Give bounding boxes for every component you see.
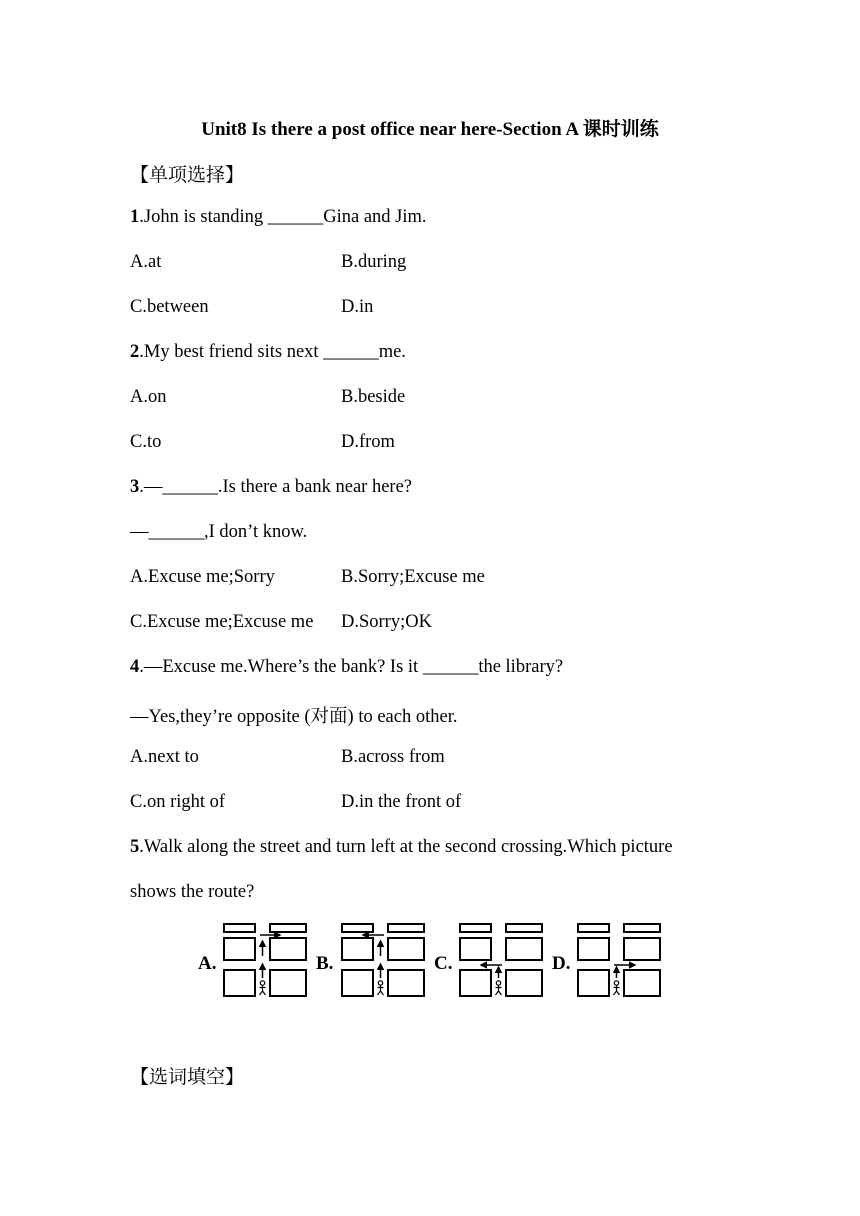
- option-d: D.from: [341, 432, 395, 452]
- question-3-response: —______,I don’t know.: [130, 522, 308, 542]
- option-c: C.Excuse me;Excuse me: [130, 612, 314, 632]
- question-text: .—Excuse me.Where’s the bank? Is it ______the library?: [139, 657, 564, 677]
- option-d: D.Sorry;OK: [341, 612, 432, 632]
- question-number: 3: [130, 477, 140, 497]
- question-number: 5: [130, 837, 140, 857]
- section-heading-single-choice: 【单项选择】: [130, 165, 245, 186]
- question-text: .John is standing: [139, 207, 268, 227]
- figure-label-a: A.: [198, 953, 217, 974]
- route-option-b: [316, 924, 424, 996]
- option-d: D.in: [341, 297, 374, 317]
- option-c: C.on right of: [130, 792, 226, 812]
- question-4: [130, 657, 563, 678]
- question-2: [130, 342, 406, 363]
- question-text: .Walk along the street and turn left at the second crossing.Which picture: [139, 837, 673, 857]
- figure-label-b: B.: [316, 953, 334, 974]
- option-a: A.Excuse me;Sorry: [130, 567, 275, 587]
- option-b: B.Sorry;Excuse me: [341, 567, 485, 587]
- question-text: .—______.Is there a bank near here?: [139, 477, 413, 497]
- option-a: A.at: [130, 252, 162, 272]
- question-text: Gina and Jim.: [323, 207, 427, 227]
- question-text: .My best friend sits next: [139, 342, 324, 362]
- option-b: B.across from: [341, 747, 445, 767]
- question-number: 1: [130, 207, 140, 227]
- question-3: [130, 477, 412, 498]
- question-5: [130, 837, 673, 858]
- question-5-continued: shows the route?: [130, 882, 255, 902]
- route-option-a: [198, 924, 306, 996]
- option-a: A.next to: [130, 747, 199, 767]
- section-heading-word-fill: 【选词填空】: [130, 1067, 245, 1088]
- option-d: D.in the front of: [341, 792, 462, 812]
- question-text: me.: [378, 342, 406, 362]
- answer-blank: ______: [323, 342, 379, 362]
- option-a: A.on: [130, 387, 167, 407]
- route-option-c: [434, 924, 542, 996]
- answer-blank: ______: [267, 207, 324, 227]
- option-b: B.beside: [341, 387, 406, 407]
- route-map-figure: [198, 920, 668, 1002]
- option-c: C.between: [130, 297, 209, 317]
- question-4-response: —Yes,they’re opposite (对面) to each other.: [130, 707, 458, 727]
- option-c: C.to: [130, 432, 162, 452]
- question-number: 2: [130, 342, 140, 362]
- question-number: 4: [130, 657, 140, 677]
- question-1: [130, 207, 427, 228]
- figure-label-c: C.: [434, 953, 453, 974]
- option-b: B.during: [341, 252, 407, 272]
- page-title: Unit8 Is there a post office near here-Section A 课时训练: [201, 119, 659, 140]
- route-option-d: [552, 924, 660, 996]
- figure-label-d: D.: [552, 953, 571, 974]
